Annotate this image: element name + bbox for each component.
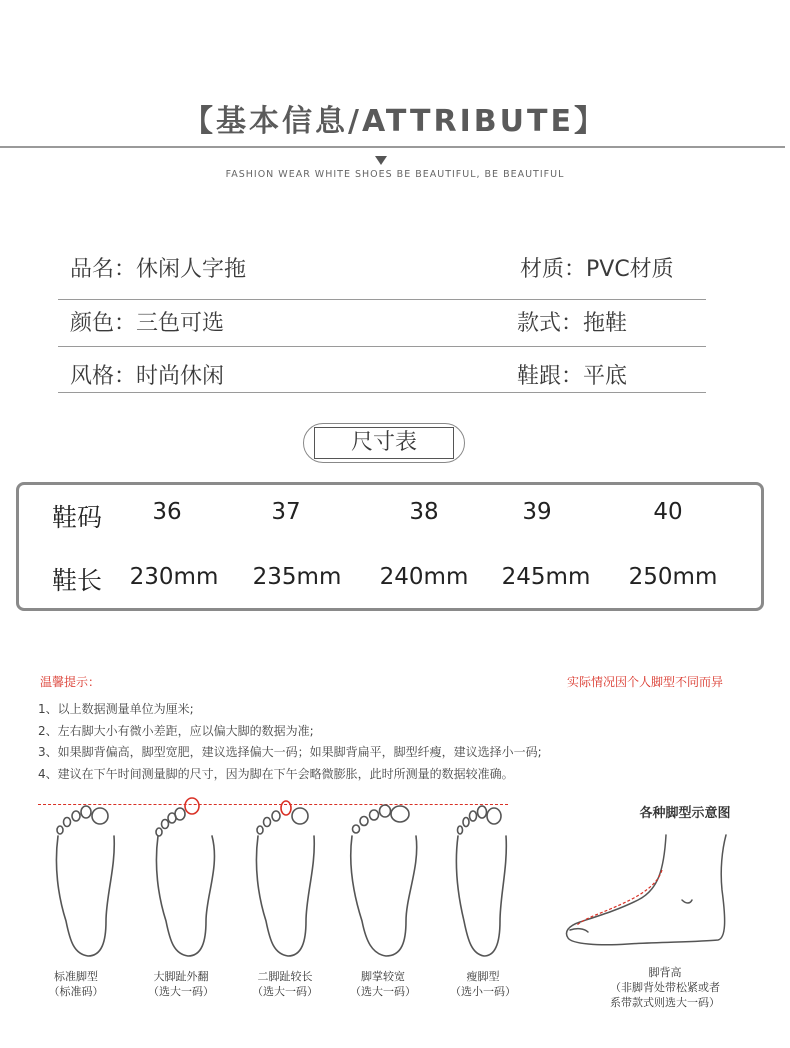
attr-material: 材质：PVC材质 [520, 257, 674, 282]
attr-divider [58, 299, 706, 300]
attr-style: 款式：拖鞋 [517, 311, 628, 336]
length-cell: 240mm [379, 564, 469, 590]
tip-item: 1、以上数据测量单位为厘米; [38, 702, 194, 716]
tip-item: 3、如果脚背偏高，脚型宽肥，建议选择偏大一码；如果脚背扁平，脚型纤瘦，建议选择小一码; [38, 745, 542, 759]
triangle-down-icon [375, 156, 387, 165]
bunion-foot-icon [156, 798, 214, 956]
foot-type-label: 标准脚型 （标准码） [48, 970, 104, 998]
wide-foot-icon [351, 805, 417, 956]
header-subtitle: FASHION WEAR WHITE SHOES BE BEAUTIFUL, BE BEAUTIFUL [225, 169, 565, 180]
attr-divider [58, 346, 706, 347]
foot-type-label: 大脚趾外翻 （选大一码） [148, 970, 214, 998]
attr-fashion-style: 风格：时尚休闲 [70, 364, 225, 389]
foot-types-illustration [30, 796, 520, 966]
size-cell: 39 [522, 499, 552, 525]
attr-color: 颜色：三色可选 [70, 311, 225, 336]
header-divider [0, 146, 785, 148]
size-title: 尺寸表 [314, 427, 454, 459]
size-cell: 40 [653, 499, 683, 525]
length-cell: 245mm [501, 564, 591, 590]
attr-product-name: 品名：休闲人字拖 [70, 257, 247, 282]
tips-note: 实际情况因个人脚型不同而异 [566, 675, 723, 689]
length-cell: 230mm [129, 564, 219, 590]
foot-type-label: 脚掌较宽 （选大一码） [350, 970, 416, 998]
tips-title: 温馨提示： [40, 675, 101, 689]
size-cell: 37 [271, 499, 301, 525]
slim-foot-icon [456, 806, 506, 956]
length-cell: 250mm [628, 564, 718, 590]
long-second-toe-foot-icon [256, 801, 314, 956]
side-view-caption: 脚背高 （非脚背处带松紧或者 系带款式则选大一码） [610, 966, 720, 1009]
side-view-title: 各种脚型示意图 [639, 806, 731, 821]
size-cell: 38 [409, 499, 439, 525]
attr-divider [58, 392, 706, 393]
tip-item: 4、建议在下午时间测量脚的尺寸，因为脚在下午会略微膨胀，此时所测量的数据较准确。 [38, 767, 514, 781]
length-row-label: 鞋长 [52, 566, 103, 595]
high-instep-foot-icon [558, 830, 738, 960]
tip-item: 2、左右脚大小有微小差距，应以偏大脚的数据为准; [38, 724, 314, 738]
size-row-label: 鞋码 [52, 503, 103, 532]
standard-foot-icon [56, 806, 114, 956]
size-cell: 36 [152, 499, 182, 525]
length-cell: 235mm [252, 564, 342, 590]
header-title: 【基本信息/ATTRIBUTE】 [183, 104, 607, 139]
foot-type-label: 二脚趾较长 （选大一码） [252, 970, 318, 998]
attr-heel: 鞋跟：平底 [517, 364, 628, 389]
foot-type-label: 瘦脚型 （选小一码） [450, 970, 516, 998]
